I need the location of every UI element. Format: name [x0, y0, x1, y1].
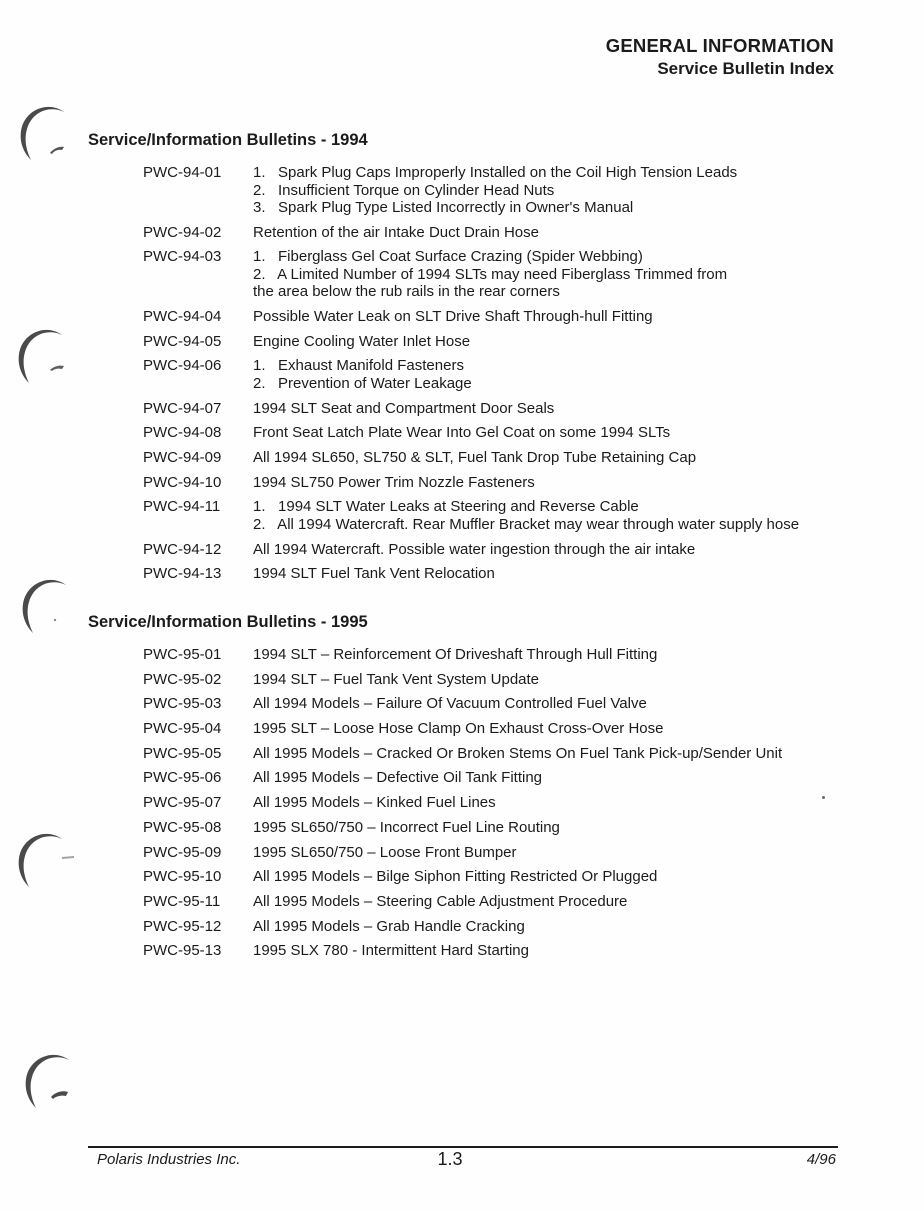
bulletin-code: PWC-94-07 — [143, 399, 222, 417]
bulletin-line: 2. Prevention of Water Leakage — [253, 374, 472, 392]
bulletin-description — [253, 918, 525, 936]
bulletin-code: PWC-95-13 — [143, 942, 222, 960]
section-title: Service/Information Bulletins - 1995 — [88, 613, 368, 631]
bulletin-code: PWC-94-13 — [143, 565, 222, 583]
bulletin-line: Retention of the air Intake Duct Drain Hose — [253, 223, 539, 241]
bulletin-line: 1995 SLT – Loose Hose Clamp On Exhaust Cross-Over Hose — [253, 720, 664, 738]
bulletin-code: PWC-95-01 — [143, 646, 222, 663]
bulletin-code: PWC-95-07 — [143, 794, 222, 812]
bulletin-description — [253, 819, 560, 837]
bulletin-line: All 1995 Models – Bilge Siphon Fitting Restricted Or Plugged — [253, 868, 658, 886]
bulletin-row — [143, 769, 878, 787]
bulletin-line: All 1995 Models – Cracked Or Broken Stems On Fuel Tank Pick-up/Sender Unit — [253, 744, 783, 762]
bulletin-code: PWC-95-12 — [143, 917, 222, 935]
section-title: Service/Information Bulletins - 1994 — [88, 131, 368, 149]
bulletin-description — [253, 248, 727, 301]
bulletin-line: Possible Water Leak on SLT Drive Shaft Through-hull Fitting — [253, 308, 653, 326]
bulletin-code: PWC-95-11 — [143, 892, 221, 910]
bulletin-row — [143, 224, 878, 242]
bulletin-code: PWC-95-09 — [143, 843, 222, 861]
bulletin-line: All 1995 Models – Defective Oil Tank Fitting — [253, 769, 543, 787]
bulletin-line: 1. Fiberglass Gel Coat Surface Crazing (Spider Webbing) — [253, 248, 643, 266]
bulletin-description — [253, 308, 653, 326]
bulletin-row — [143, 449, 878, 467]
bulletin-rows — [143, 164, 878, 583]
bulletin-row — [143, 474, 878, 492]
bulletin-line: 1994 SLT Seat and Compartment Door Seals — [253, 399, 555, 417]
bulletin-row — [143, 794, 878, 812]
scan-crescent-mark-icon — [18, 576, 88, 646]
header-subtitle: Service Bulletin Index — [657, 59, 834, 78]
scan-crescent-mark-icon — [14, 326, 84, 396]
bulletin-description — [253, 844, 517, 862]
bulletin-code: PWC-94-05 — [143, 332, 222, 350]
bulletin-code: PWC-94-06 — [143, 357, 222, 375]
bulletin-line: 1. Exhaust Manifold Fasteners — [253, 357, 464, 375]
bulletin-row — [143, 248, 878, 301]
bulletin-line: 1994 SL750 Power Trim Nozzle Fasteners — [253, 473, 535, 491]
page-header — [606, 34, 834, 80]
bulletin-description — [253, 565, 495, 583]
bulletin-line: 1994 SLT Fuel Tank Vent Relocation — [253, 565, 495, 583]
bulletin-row — [143, 918, 878, 936]
bulletin-line: All 1994 Models – Failure Of Vacuum Controlled Fuel Valve — [253, 695, 647, 713]
bulletin-code: PWC-94-04 — [143, 308, 222, 326]
bulletin-description — [253, 357, 472, 392]
bulletin-description — [253, 164, 737, 217]
scan-crescent-mark-icon — [16, 103, 86, 173]
bulletin-line: 1995 SLX 780 - Intermittent Hard Starting — [253, 942, 529, 960]
section-bulletins-1994 — [88, 130, 878, 590]
bulletin-code: PWC-95-08 — [143, 818, 222, 836]
bulletin-description — [253, 942, 529, 960]
bulletin-row — [143, 565, 878, 583]
bulletin-line: 1994 SLT – Reinforcement Of Driveshaft Through Hull Fitting — [253, 646, 658, 663]
bulletin-description — [253, 449, 696, 467]
bulletin-row — [143, 400, 878, 418]
bulletin-description — [253, 695, 647, 713]
bulletin-code: PWC-95-02 — [143, 670, 222, 688]
bulletin-line: 2. Insufficient Torque on Cylinder Head Nuts — [253, 181, 555, 199]
header-title: GENERAL INFORMATION — [605, 35, 834, 56]
bulletin-code: PWC-94-10 — [143, 473, 222, 491]
bulletin-code: PWC-95-06 — [143, 769, 222, 787]
section-bulletins-1995 — [88, 612, 878, 967]
bulletin-code: PWC-94-11 — [143, 498, 221, 516]
bulletin-row — [143, 671, 878, 689]
bulletin-row — [143, 498, 878, 533]
bulletin-row — [143, 942, 878, 960]
bulletin-row — [143, 695, 878, 713]
bulletin-row — [143, 720, 878, 738]
bulletin-description — [253, 671, 539, 689]
footer-page-number: 1.3 — [437, 1149, 463, 1169]
bulletin-description — [253, 720, 663, 738]
bulletin-description — [253, 769, 542, 787]
bulletin-row — [143, 541, 878, 559]
bulletin-description — [253, 868, 657, 886]
bulletin-line: Engine Cooling Water Inlet Hose — [253, 332, 471, 350]
bulletin-description — [253, 474, 535, 492]
bulletin-line: All 1994 Watercraft. Possible water ingestion through the air intake — [253, 540, 696, 558]
bulletin-row — [143, 844, 878, 862]
bulletin-code: PWC-95-05 — [143, 744, 222, 762]
bulletin-code: PWC-94-08 — [143, 424, 222, 442]
bulletin-line: All 1995 Models – Kinked Fuel Lines — [253, 794, 496, 812]
bulletin-row — [143, 745, 878, 763]
bulletin-code: PWC-94-09 — [143, 449, 222, 466]
bulletin-line: All 1994 SL650, SL750 & SLT, Fuel Tank Drop Tube Retaining Cap — [253, 449, 697, 466]
bulletin-code: PWC-94-03 — [143, 248, 222, 266]
bulletin-code: PWC-94-01 — [143, 164, 222, 181]
bulletin-description — [253, 224, 539, 242]
bulletin-row — [143, 333, 878, 351]
bulletin-row — [143, 164, 878, 217]
bulletin-line: All 1995 Models – Grab Handle Cracking — [253, 917, 525, 935]
bulletin-code: PWC-95-03 — [143, 695, 222, 713]
bulletin-line: 2. All 1994 Watercraft. Rear Muffler Bracket may wear through water supply hose — [253, 515, 800, 533]
bulletin-description — [253, 541, 695, 559]
bulletin-code: PWC-94-02 — [143, 223, 222, 241]
bulletin-row — [143, 819, 878, 837]
bulletin-row — [143, 646, 878, 664]
bulletin-description — [253, 498, 799, 533]
footer-rule — [88, 1146, 838, 1148]
bulletin-description — [253, 400, 554, 418]
bulletin-line: 1995 SL650/750 – Loose Front Bumper — [253, 843, 517, 861]
bulletin-line: 1. Spark Plug Caps Improperly Installed on the Coil High Tension Leads — [253, 164, 738, 181]
bulletin-description — [253, 646, 657, 664]
scan-crescent-mark-icon — [21, 1051, 91, 1121]
bulletin-line: Front Seat Latch Plate Wear Into Gel Coat on some 1994 SLTs — [253, 424, 671, 442]
footer-revision-date: 4/96 — [806, 1151, 836, 1168]
bulletin-description — [253, 794, 496, 812]
bulletin-line: 2. A Limited Number of 1994 SLTs may need Fiberglass Trimmed from — [253, 265, 728, 283]
bulletin-line: the area below the rub rails in the rear corners — [253, 283, 560, 301]
bulletin-code: PWC-95-10 — [143, 868, 222, 886]
bulletin-line: All 1995 Models – Steering Cable Adjustment Procedure — [253, 892, 628, 910]
bulletin-description — [253, 745, 782, 763]
bulletin-rows — [143, 646, 878, 960]
bulletin-row — [143, 308, 878, 326]
bulletin-description — [253, 424, 670, 442]
bulletin-description — [253, 893, 627, 911]
bulletin-line: 1. 1994 SLT Water Leaks at Steering and Reverse Cable — [253, 498, 639, 516]
bulletin-row — [143, 357, 878, 392]
bulletin-code: PWC-94-12 — [143, 540, 222, 558]
bulletin-line: 1995 SL650/750 – Incorrect Fuel Line Routing — [253, 818, 560, 836]
footer-company: Polaris Industries Inc. — [97, 1151, 241, 1168]
scan-speck-artifact — [822, 796, 825, 799]
bulletin-description — [253, 333, 470, 351]
scan-crescent-mark-icon — [14, 830, 84, 900]
bulletin-line: 1994 SLT – Fuel Tank Vent System Update — [253, 670, 540, 688]
bulletin-code: PWC-95-04 — [143, 720, 222, 738]
bulletin-row — [143, 424, 878, 442]
bulletin-row — [143, 868, 878, 886]
bulletin-row — [143, 893, 878, 911]
bulletin-line: 3. Spark Plug Type Listed Incorrectly in Owner's Manual — [253, 199, 634, 216]
